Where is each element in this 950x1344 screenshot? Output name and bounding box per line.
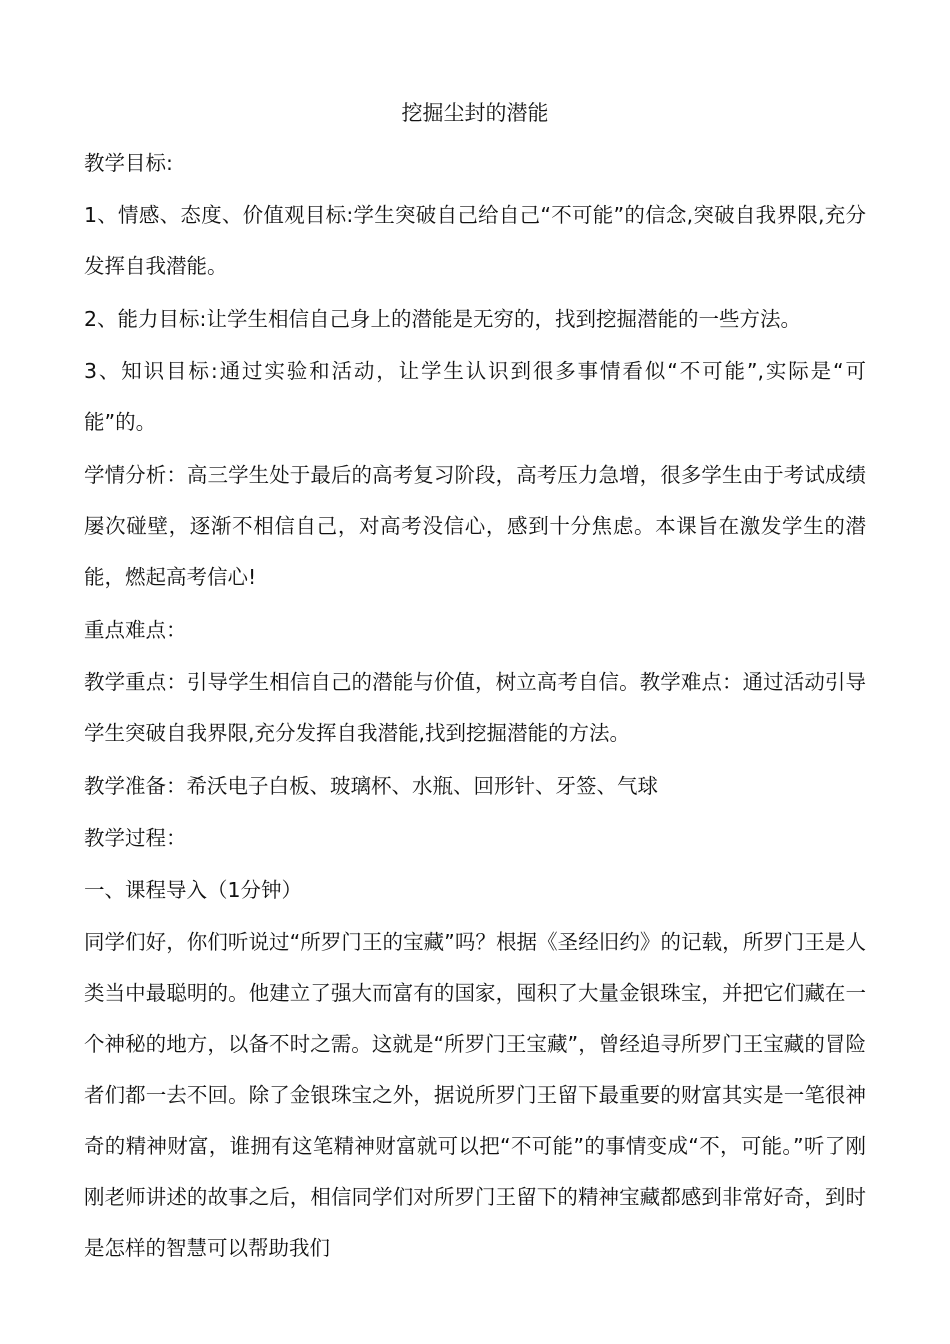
paragraph-key-points-heading: 重点难点： [84,618,187,642]
paragraph-goal-2: 2、能力目标:让学生相信自己身上的潜能是无穷的，找到挖掘潜能的一些方法。 [84,307,801,331]
paragraph-preparation: 教学准备：希沃电子白板、玻璃杯、水瓶、回形针、牙签、气球 [84,774,658,798]
paragraph-goal-1: 1、情感、态度、价值观目标:学生突破自己给自己“不可能”的信念,突破自我界限,充分发挥自我潜能。 [84,203,866,278]
paragraph-section-1-heading: 一、课程导入（1分钟） [84,878,303,902]
paragraph-goal-3: 3、知识目标:通过实验和活动，让学生认识到很多事情看似“不可能”,实际是“可能”的。 [84,359,866,434]
paragraph-learner-analysis: 学情分析：高三学生处于最后的高考复习阶段，高考压力急增，很多学生由于考试成绩屡次碰壁，逐渐不相信自己，对高考没信心，感到十分焦虑。本课旨在激发学生的潜能，燃起高考信心! [84,463,866,589]
paragraph-introduction-story: 同学们好，你们听说过“所罗门王的宝藏”吗？根据《圣经旧约》的记载，所罗门王是人类当中最聪明的。他建立了强大而富有的国家，囤积了大量金银珠宝，并把它们藏在一个神秘的地方，以备不时之需。这就是“所罗门王宝藏”，曾经追寻所罗门王宝藏的冒险者们都一去不回。除了金银珠宝之外，据说所罗门王留下最重要的财富其实是一笔很神奇的精神财富，谁拥有这笔精神财富就可以把“不可能”的事情变成“不，可能。”听了刚刚老师讲述的故事之后，相信同学们对所罗门王留下的精神宝藏都感到非常好奇，到时是怎样的智慧可以帮助我们 [84,930,866,1260]
paragraph-key-points: 教学重点：引导学生相信自己的潜能与价值，树立高考自信。教学难点：通过活动引导学生突破自我界限,充分发挥自我潜能,找到挖掘潜能的方法。 [84,670,866,745]
paragraph-teaching-goals-heading: 教学目标: [84,151,173,175]
document-body [84,148,866,1286]
document-title: 挖掘尘封的潜能 [401,101,549,125]
paragraph-process-heading: 教学过程： [84,826,187,850]
